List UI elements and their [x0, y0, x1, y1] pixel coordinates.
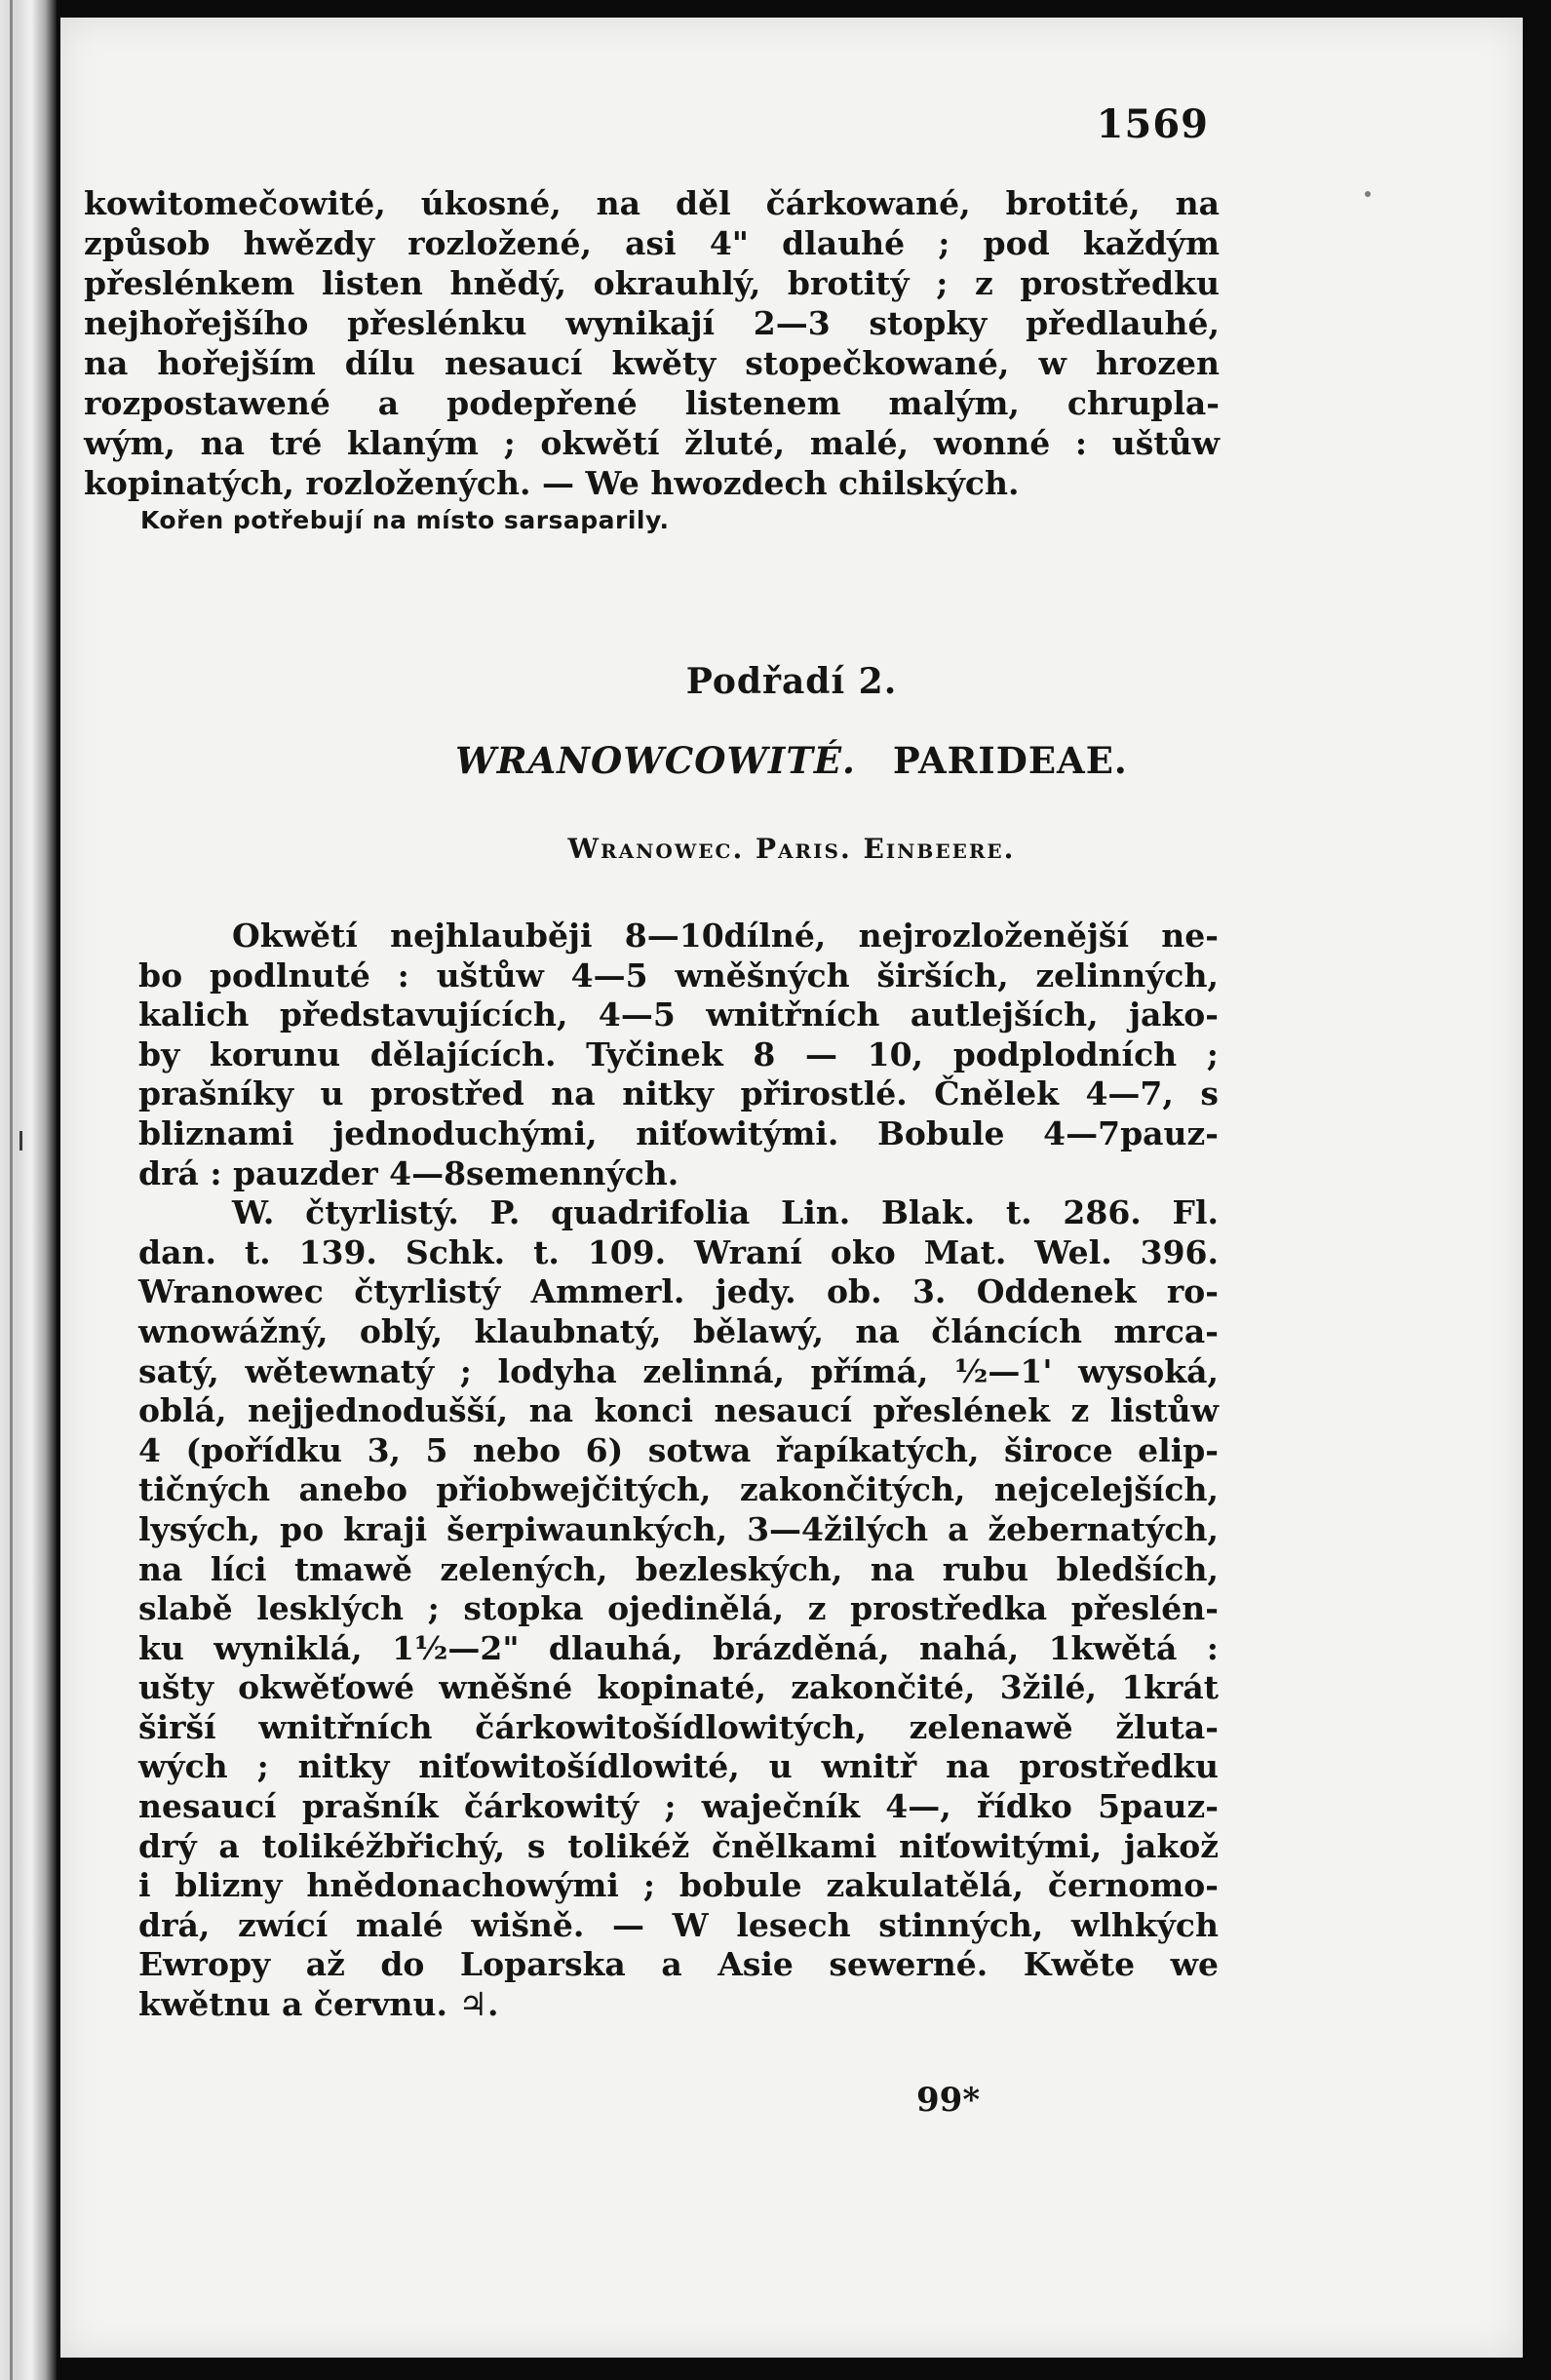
paragraph-line: přeslénkem listen hnědý, okrauhlý, brotitý ; z prostředku [84, 264, 1220, 302]
description-line: drá, zwící malé wišně. — W lesech stinných, wlhkých [138, 1905, 1219, 1944]
description-line: lysých, po kraji šerpiwaunkých, 3—4žilých a žebernatých, [138, 1509, 1219, 1548]
paragraph-line: nejhořejšího přeslénku wynikají 2—3 stopky předlauhé, [84, 304, 1220, 342]
paragraph-line: wým, na tré klaným ; okwětí žluté, malé, wonné : uštůw [84, 424, 1220, 462]
description-line: oblá, nejjednodušší, na konci nesaucí přeslének z listůw [138, 1391, 1219, 1430]
family-name-czech: WRANOWCOWITÉ. [455, 739, 856, 782]
description-line: Okwětí nejhlauběji 8—10dílné, nejrozloženější ne- [232, 917, 1219, 955]
description-line: ušty okwěťowé wněšné kopinaté, zakončité, 3žilé, 1krát [138, 1668, 1219, 1707]
description-line: kwětnu a červnu. ♃. [138, 1985, 499, 2024]
description-line: i blizny hnědonachowými ; bobule zakulatělá, černomo- [138, 1866, 1219, 1905]
description-line: drý a tolikéžbřichý, s tolikéž čnělkami niťowitými, jakož [138, 1826, 1219, 1865]
paragraph-line: kopinatých, rozložených. — We hwozdech chilských. [84, 464, 1020, 502]
description-line: nesaucí prašník čárkowitý ; waječník 4—, řídko 5pauz- [138, 1787, 1219, 1826]
description-line: drá : pauzder 4—8semenných. [138, 1153, 679, 1192]
description-line: Wranowec čtyrlistý Ammerl. jedy. ob. 3. Oddenek ro- [138, 1272, 1219, 1311]
signature-mark: 99* [916, 2081, 981, 2120]
description-line: bliznami jednoduchými, niťowitými. Bobule 4—7pauz- [138, 1113, 1219, 1152]
description-line: 4 (pořídku 3, 5 nebo 6) sotwa řapíkatých, široce elip- [138, 1430, 1219, 1469]
description-line: Ewropy až do Loparska a Asie sewerné. Kwěte we [138, 1945, 1219, 1984]
top-paragraph [84, 183, 1220, 537]
description-line: tičných anebo přiobwejčitých, zakončitých, nejcelejších, [138, 1470, 1219, 1509]
description-line: by korunu dělajících. Tyčinek 8 — 10, podplodních ; [138, 1034, 1219, 1073]
genus-heading: Wranowec. Paris. Einbeere. [567, 833, 1016, 865]
description-line: wnowážný, oblý, klaubnatý, bělawý, na článcích mrca- [138, 1311, 1219, 1350]
margin-tick-mark [19, 1131, 22, 1151]
genus-description [138, 917, 1219, 2025]
paragraph-line: rozpostawené a podepřené listenem malým, chrupla- [84, 384, 1220, 422]
subdivision-heading: Podřadí 2. [685, 661, 898, 702]
description-line: slabě lesklých ; stopka ojedinělá, z prostředka přeslén- [138, 1589, 1219, 1628]
description-line: satý, wětewnatý ; lodyha zelinná, přímá, ½—1' wysoká, [138, 1351, 1219, 1390]
stray-ink-dot [1365, 191, 1371, 197]
page-number: 1569 [1096, 101, 1209, 147]
paragraph-line: kowitomečowité, úkosné, na děl čárkowané, brotité, na [84, 184, 1220, 222]
description-line: širší wnitřních čárkowitošídlowitých, zelenawě žluta- [138, 1707, 1219, 1746]
description-line: ku wyniklá, 1½—2" dlauhá, brázděná, nahá, 1kwětá : [138, 1628, 1219, 1667]
scan-left-margin [0, 0, 57, 2380]
family-heading [60, 739, 1523, 782]
family-name-latin: PARIDEAE. [892, 739, 1128, 782]
description-line: kalich představujících, 4—5 wnitřních autlejších, jako- [138, 995, 1219, 1034]
paragraph-line: způsob hwězdy rozložené, asi 4" dlauhé ; pod každým [84, 224, 1220, 262]
description-line: bo podlnuté : uštůw 4—5 wněšných širších, zelinných, [138, 956, 1219, 995]
description-line: W. čtyrlistý. P. quadrifolia Lin. Blak. t. 286. Fl. [232, 1193, 1219, 1232]
description-line: wých ; nitky niťowitošídlowité, u wnitř na prostředku [138, 1747, 1219, 1786]
description-line: dan. t. 139. Schk. t. 109. Wraní oko Mat. Wel. 396. [138, 1232, 1219, 1271]
description-line: na líci tmawě zelených, bezleských, na rubu bledších, [138, 1549, 1219, 1588]
scan-edge-line [10, 0, 13, 2380]
usage-note: Kořen potřebují na místo sarsaparily. [140, 506, 670, 534]
paragraph-line: na hořejším dílu nesaucí kwěty stopečkowané, w hrozen [84, 344, 1220, 382]
description-line: prašníky u prostřed na nitky přirostlé. Čnělek 4—7, s [138, 1074, 1219, 1113]
